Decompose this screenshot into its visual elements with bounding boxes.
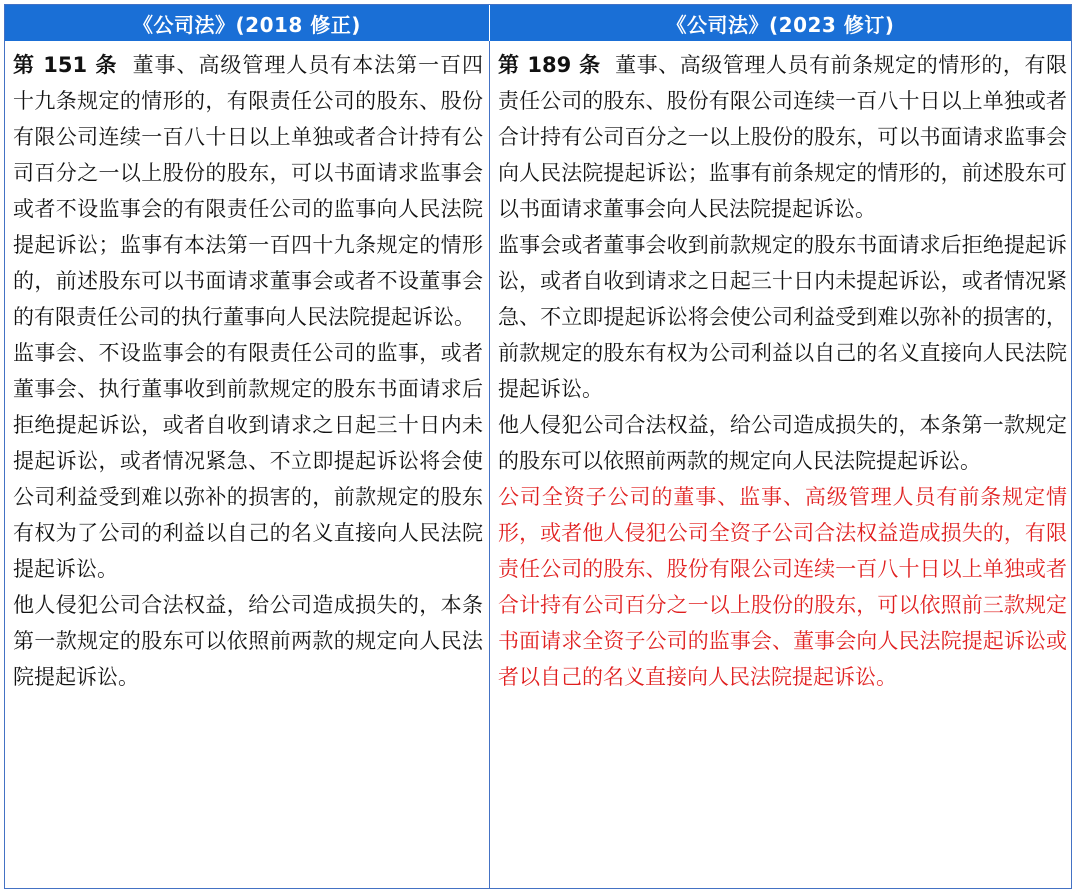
article-number-2023: 第 189 条	[498, 53, 601, 77]
article-number-2018: 第 151 条	[13, 53, 118, 77]
paragraph-2018-1	[13, 47, 483, 335]
paragraph-2018-3: 他人侵犯公司合法权益，给公司造成损失的，本条第一款规定的股东可以依照前两款的规定向人民法院提起诉讼。	[13, 593, 483, 689]
added-paragraph-2023: 公司全资子公司的董事、监事、高级管理人员有前条规定情形，或者他人侵犯公司全资子公司合法权益造成损失的，有限责任公司的股东、股份有限公司连续一百八十日以上单独或者合计持有公司百分之一以上股份的股东，可以依照前三款规定书面请求全资子公司的监事会、董事会向人民法院提起诉讼或者以自己的名义直接向人民法院提起诉讼。	[498, 485, 1067, 689]
paragraph-text: 董事、高级管理人员有前条规定的情形的，有限责任公司的股东、股份有限公司连续一百八十日以上单独或者合计持有公司百分之一以上股份的股东，可以书面请求监事会向人民法院提起诉讼；监事有前条规定的情形的，前述股东可以书面请求董事会向人民法院提起诉讼。	[498, 53, 1067, 221]
cell-2018-article	[5, 41, 490, 888]
cell-2023-article	[490, 41, 1071, 888]
header-2018-edition: 《公司法》(2018 修正)	[5, 5, 490, 41]
paragraph-2018-2: 监事会、不设监事会的有限责任公司的监事，或者董事会、执行董事收到前款规定的股东书面请求后拒绝提起诉讼，或者自收到请求之日起三十日内未提起诉讼，或者情况紧急、不立即提起诉讼将会使公司利益受到难以弥补的损害的，前款规定的股东有权为了公司的利益以自己的名义直接向人民法院提起诉讼。	[13, 341, 483, 581]
paragraph-text: 董事、高级管理人员有本法第一百四十九条规定的情形的，有限责任公司的股东、股份有限公司连续一百八十日以上单独或者合计持有公司百分之一以上股份的股东，可以书面请求监事会或者不设监事会的有限责任公司的监事向人民法院提起诉讼；监事有本法第一百四十九条规定的情形的，前述股东可以书面请求董事会或者不设董事会的有限责任公司的执行董事向人民法院提起诉讼。	[13, 53, 484, 329]
paragraph-2023-3: 他人侵犯公司合法权益，给公司造成损失的，本条第一款规定的股东可以依照前两款的规定向人民法院提起诉讼。	[498, 413, 1067, 473]
paragraph-2023-2: 监事会或者董事会收到前款规定的股东书面请求后拒绝提起诉讼，或者自收到请求之日起三十日内未提起诉讼，或者情况紧急、不立即提起诉讼将会使公司利益受到难以弥补的损害的，前款规定的股东有权为公司利益以自己的名义直接向人民法院提起诉讼。	[498, 233, 1067, 401]
header-2023-revision: 《公司法》(2023 修订)	[490, 5, 1071, 41]
comparison-table	[4, 4, 1072, 889]
paragraph-2023-1	[498, 47, 1067, 227]
